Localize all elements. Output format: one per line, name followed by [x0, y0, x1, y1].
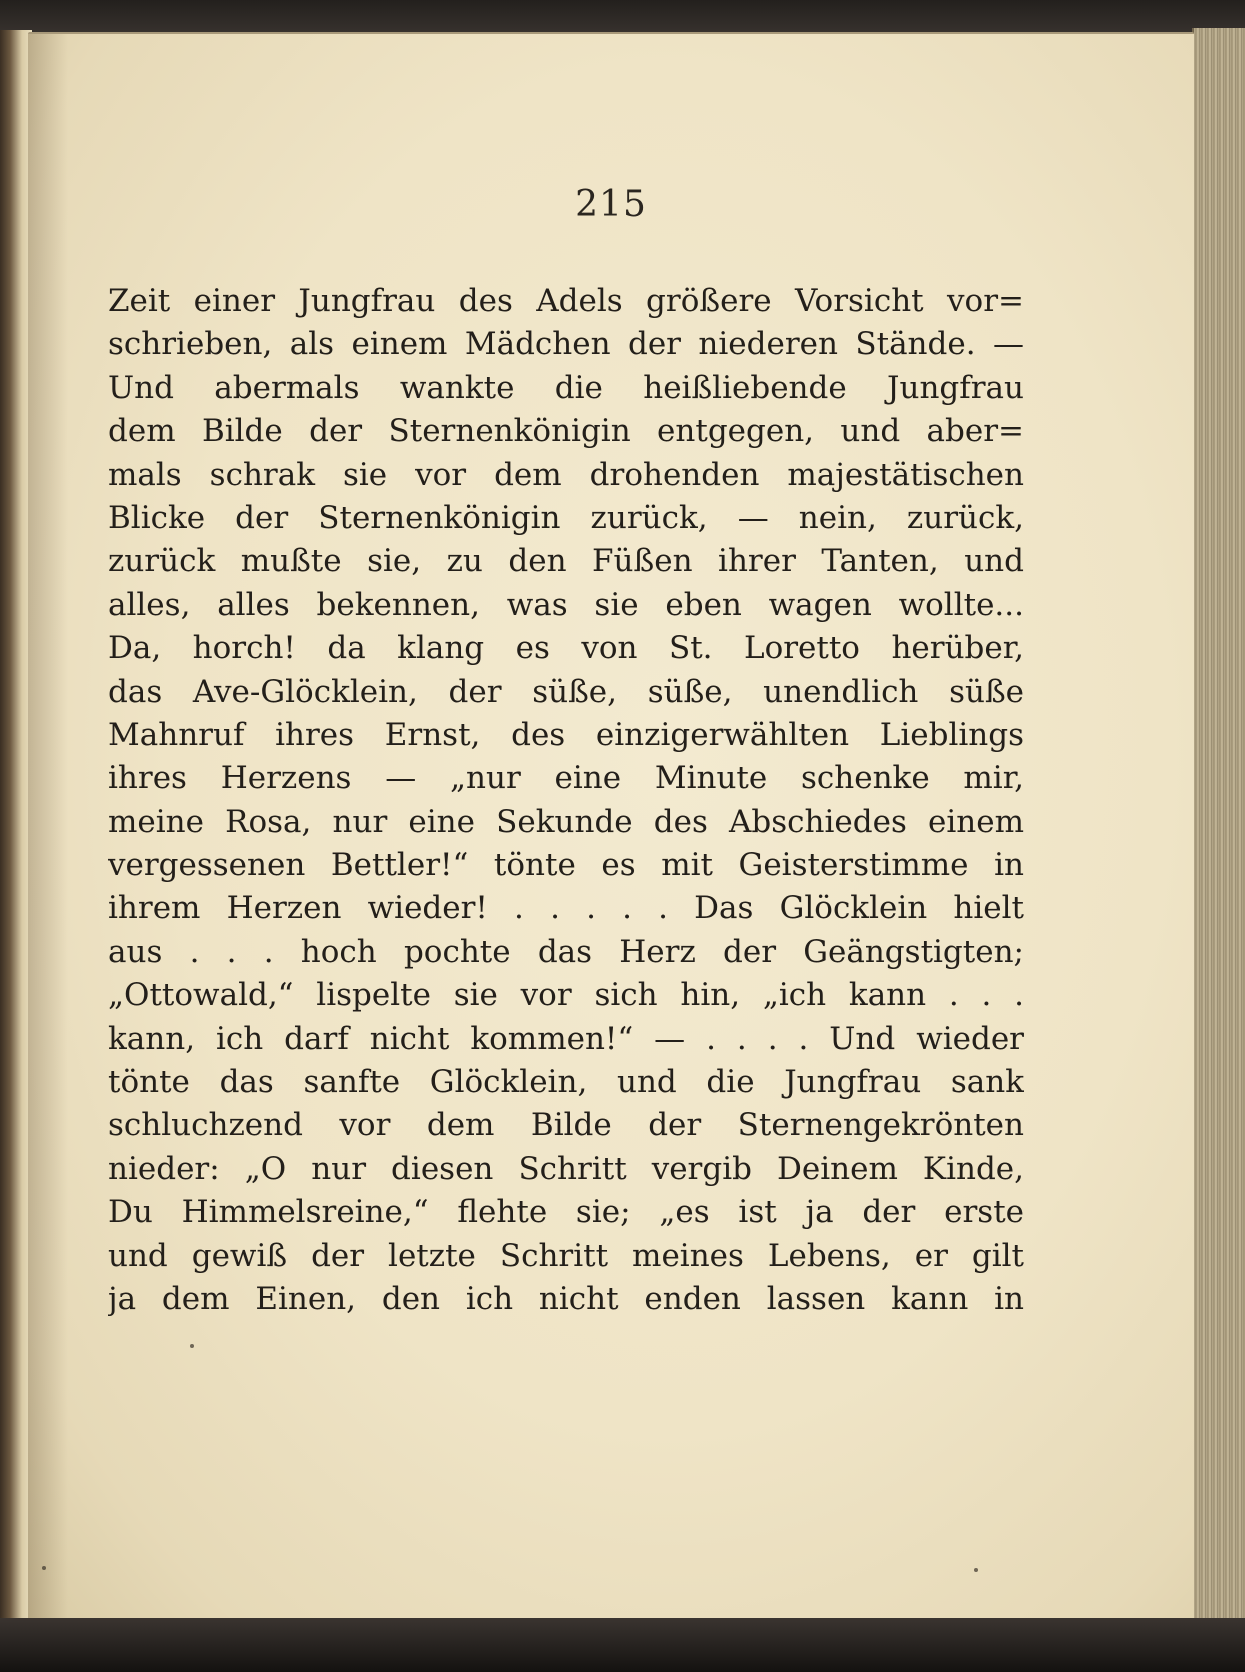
text-line: schrieben, als einem Mädchen der niederen Stände. — [108, 326, 1024, 363]
text-line: dem Bilde der Sternenkönigin entgegen, und aber= [108, 413, 1024, 450]
book-page [28, 32, 1194, 1627]
page-number: 215 [575, 184, 647, 225]
text-line: meine Rosa, nur eine Sekunde des Abschiedes einem [108, 803, 1024, 840]
text-line: das Ave-Glöcklein, der süße, süße, unendlich süße [108, 673, 1024, 710]
paper-speck [42, 1566, 46, 1570]
text-line: ihres Herzens — „nur eine Minute schenke mir, [108, 760, 1024, 797]
text-line: nieder: „O nur diesen Schritt vergib Deinem Kinde, [108, 1150, 1024, 1187]
paper-speck [190, 1344, 194, 1348]
text-line: vergessenen Bettler!“ tönte es mit Geisterstimme in [108, 847, 1024, 884]
text-line: kann, ich darf nicht kommen!“ — . . . . Und wieder [108, 1020, 1024, 1057]
text-line: alles, alles bekennen, was sie eben wagen wollte... [108, 586, 1024, 623]
body-text [108, 280, 1024, 1321]
text-line: ihrem Herzen wieder! . . . . . Das Glöcklein hielt [108, 890, 1024, 927]
text-line: tönte das sanfte Glöcklein, und die Jungfrau sank [108, 1064, 1024, 1101]
text-line: und gewiß der letzte Schritt meines Lebens, er gilt [108, 1237, 1024, 1274]
text-line: Mahnruf ihres Ernst, des einzigerwählten Lieblings [108, 716, 1024, 753]
spine-shadow [28, 34, 68, 1624]
paper-speck [974, 1568, 978, 1572]
page-stack-edge [1192, 28, 1245, 1633]
text-line: ja dem Einen, den ich nicht enden lassen kann in [108, 1280, 1024, 1317]
text-line: schluchzend vor dem Bilde der Sternengekrönten [108, 1107, 1024, 1144]
text-line: Da, horch! da klang es von St. Loretto herüber, [108, 630, 1024, 667]
text-line: Blicke der Sternenkönigin zurück, — nein, zurück, [108, 499, 1024, 536]
text-line: „Ottowald,“ lispelte sie vor sich hin, „ich kann . . . [108, 977, 1024, 1014]
text-line: aus . . . hoch pochte das Herz der Geängstigten; [108, 933, 1024, 970]
text-line: Zeit einer Jungfrau des Adels größere Vorsicht vor= [108, 283, 1024, 319]
text-line: mals schrak sie vor dem drohenden majestätischen [108, 456, 1024, 493]
bottom-binding-strip [0, 1618, 1245, 1672]
text-line: zurück mußte sie, zu den Füßen ihrer Tanten, und [108, 543, 1024, 580]
text-line: Du Himmelsreine,“ flehte sie; „es ist ja der erste [108, 1194, 1024, 1231]
text-line: Und abermals wankte die heißliebende Jungfrau [108, 369, 1024, 406]
